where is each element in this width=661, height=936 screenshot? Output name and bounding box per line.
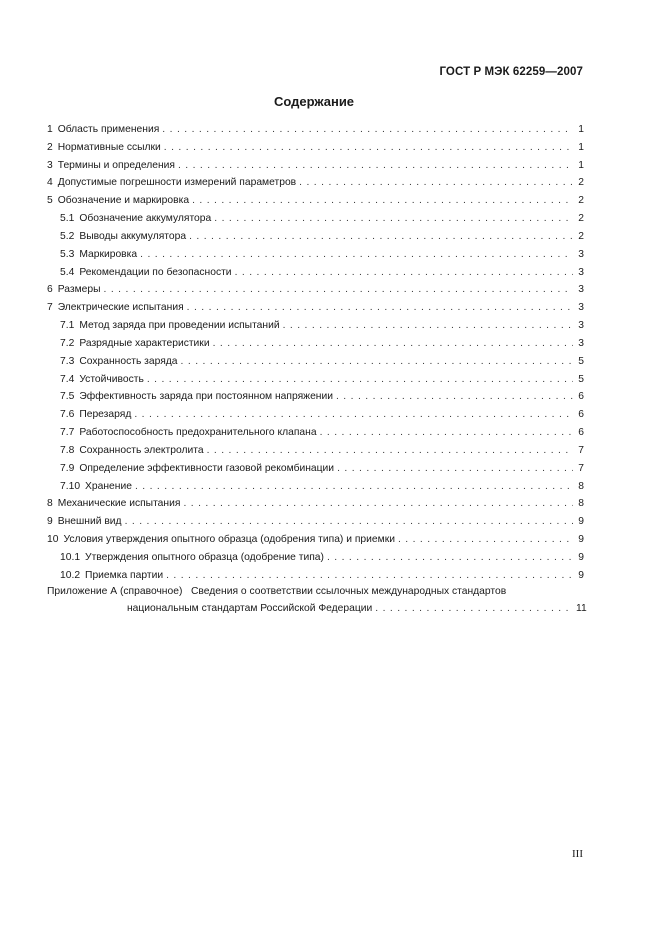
toc-entry-number: 10.2 — [60, 569, 81, 581]
toc-entry-number: 7.10 — [60, 480, 81, 492]
leader-dots — [135, 478, 573, 496]
toc-entry-number: 5.2 — [60, 230, 75, 242]
leader-dots — [104, 281, 573, 299]
annex-title-line1: Сведения о соответствии ссылочных международных стандартов — [190, 586, 507, 597]
leader-dots — [187, 299, 573, 317]
toc-entry-page: 3 — [578, 284, 584, 296]
toc-entry[interactable] — [47, 567, 584, 585]
toc-entry-page: 9 — [578, 516, 584, 528]
leader-dots — [207, 442, 573, 460]
toc-entry-title: Электрические испытания — [57, 302, 184, 314]
toc-entry[interactable] — [47, 139, 584, 157]
standard-designation: ГОСТ Р МЭК 62259—2007 — [439, 66, 583, 78]
toc-entry-number: 3 — [47, 159, 53, 171]
toc-entry-title: Рекомендации по безопасности — [79, 266, 232, 278]
leader-dots — [398, 531, 573, 549]
toc-entry-title: Внешний вид — [57, 516, 122, 528]
toc-entry-page: 6 — [578, 391, 584, 403]
leader-dots — [125, 513, 573, 531]
toc-entry[interactable] — [47, 424, 584, 442]
toc-entry-number: 7.2 — [60, 337, 75, 349]
toc-entry-number: 2 — [47, 141, 53, 153]
toc-entry-number: 7.1 — [60, 320, 75, 332]
toc-entry[interactable] — [47, 371, 584, 389]
toc-entry-title: Область применения — [57, 124, 160, 135]
toc-entry-title: Хранение — [85, 480, 132, 492]
leader-dots — [320, 424, 573, 442]
toc-entry-page: 9 — [578, 569, 584, 581]
toc-entry-page: 9 — [578, 551, 584, 563]
toc-entry-page: 3 — [578, 248, 584, 260]
toc-entry-title: Утверждения опытного образца (одобрение типа) — [85, 551, 324, 563]
toc-entry[interactable] — [47, 478, 584, 496]
toc-entry-title: Разрядные характеристики — [79, 337, 210, 349]
toc-entry-title: Термины и определения — [57, 159, 175, 171]
toc-entry-number: 7 — [47, 302, 53, 314]
toc-entry-number: 5.4 — [60, 266, 75, 278]
toc-entry-page: 3 — [578, 266, 584, 278]
toc-entry-title: Эффективность заряда при постоянном напряжении — [79, 391, 333, 403]
toc-entry-title: Условия утверждения опытного образца (одобрения типа) и приемки — [63, 534, 395, 546]
leader-dots — [213, 335, 573, 353]
toc-entry-number: 5 — [47, 195, 53, 207]
toc-entry-page: 6 — [578, 427, 584, 439]
toc-annex-entry[interactable] — [47, 583, 587, 617]
toc-entry-page: 5 — [578, 373, 584, 385]
toc-entry[interactable] — [47, 121, 584, 139]
toc-entry[interactable] — [47, 317, 584, 335]
toc-entry[interactable] — [47, 353, 584, 371]
toc-entry-title: Метод заряда при проведении испытаний — [79, 320, 280, 332]
toc-entry-number: 7.9 — [60, 462, 75, 474]
toc-entry[interactable] — [47, 299, 584, 317]
toc-entry-page: 9 — [578, 534, 584, 546]
toc-entry-number: 8 — [47, 498, 53, 510]
toc-entry-page: 1 — [578, 124, 584, 135]
toc-entry-title: Приемка партии — [85, 569, 164, 581]
toc-entry[interactable] — [47, 157, 584, 175]
toc-entry-title: Маркировка — [79, 248, 138, 260]
leader-dots — [214, 210, 573, 228]
toc-entry-number: 1 — [47, 124, 53, 135]
annex-first-line — [47, 583, 584, 600]
toc-entry[interactable] — [47, 549, 584, 567]
toc-entry-number: 7.5 — [60, 391, 75, 403]
toc-entry-number: 7.4 — [60, 373, 75, 385]
leader-dots — [375, 600, 573, 617]
toc-entry-page: 7 — [578, 462, 584, 474]
toc-entry-title: Перезаряд — [79, 409, 132, 421]
toc-entry-number: 5.3 — [60, 248, 75, 260]
annex-label: Приложение А (справочное) — [47, 586, 183, 597]
leader-dots — [299, 174, 573, 192]
toc-entry-page: 2 — [578, 230, 584, 242]
toc-entry-page: 2 — [578, 213, 584, 225]
toc-entry[interactable] — [47, 406, 584, 424]
toc-entry-page: 1 — [578, 159, 584, 171]
toc-entry-title: Устойчивость — [79, 373, 144, 385]
leader-dots — [134, 406, 573, 424]
toc-entry[interactable] — [47, 228, 584, 246]
toc-entry-number: 4 — [47, 177, 53, 189]
toc-entry-title: Работоспособность предохранительного клапана — [79, 427, 317, 439]
leader-dots — [183, 495, 573, 513]
leader-dots — [140, 246, 573, 264]
toc-entry[interactable] — [47, 460, 584, 478]
toc-entry-page: 3 — [578, 320, 584, 332]
leader-dots — [166, 567, 573, 585]
toc-entry-number: 7.7 — [60, 427, 75, 439]
toc-entry[interactable] — [47, 192, 584, 210]
leader-dots — [336, 388, 573, 406]
annex-second-line — [47, 600, 587, 617]
toc-entry-title: Допустимые погрешности измерений параметров — [57, 177, 297, 189]
leader-dots — [181, 353, 573, 371]
toc-entry-title: Обозначение и маркировка — [57, 195, 190, 207]
toc-entry[interactable] — [47, 335, 584, 353]
leader-dots — [189, 228, 573, 246]
toc-entry-page: 7 — [578, 444, 584, 456]
toc-entry-page: 5 — [578, 355, 584, 367]
toc-entry-number: 10 — [47, 534, 59, 546]
toc-entry[interactable] — [47, 281, 584, 299]
toc-entry-title: Сохранность электролита — [79, 444, 204, 456]
toc-entry[interactable] — [47, 495, 584, 513]
toc-entry[interactable] — [47, 513, 584, 531]
toc-entry-title: Нормативные ссылки — [57, 141, 161, 153]
toc-title: Содержание — [273, 94, 355, 109]
toc-entry-number: 5.1 — [60, 213, 75, 225]
leader-dots — [147, 371, 573, 389]
table-of-contents — [47, 121, 584, 585]
toc-entry-title: Механические испытания — [57, 498, 181, 510]
leader-dots — [192, 192, 573, 210]
toc-entry-title: Определение эффективности газовой рекомбинации — [79, 462, 335, 474]
leader-dots — [162, 121, 573, 139]
toc-entry[interactable] — [47, 531, 584, 549]
leader-dots — [235, 264, 573, 282]
toc-entry-number: 7.8 — [60, 444, 75, 456]
leader-dots — [337, 460, 573, 478]
toc-entry-page: 2 — [578, 177, 584, 189]
toc-entry-number: 6 — [47, 284, 53, 296]
leader-dots — [283, 317, 573, 335]
toc-entry[interactable] — [47, 388, 584, 406]
toc-entry-page: 8 — [578, 480, 584, 492]
toc-entry-number: 7.3 — [60, 355, 75, 367]
annex-page: 11 — [576, 603, 587, 614]
toc-entry-page: 3 — [578, 302, 584, 314]
toc-entry-page: 6 — [578, 409, 584, 421]
toc-entry-page: 2 — [578, 195, 584, 207]
toc-entry-title: Размеры — [57, 284, 101, 296]
toc-entry-number: 9 — [47, 516, 53, 528]
toc-entry-title: Обозначение аккумулятора — [79, 213, 212, 225]
toc-entry-page: 3 — [578, 337, 584, 349]
toc-entry[interactable] — [47, 246, 584, 264]
toc-entry[interactable] — [47, 174, 584, 192]
annex-title-line2: национальным стандартам Российской Федерации — [127, 603, 373, 614]
toc-entry-number: 10.1 — [60, 551, 81, 563]
leader-dots — [164, 139, 573, 157]
page-number: III — [572, 848, 583, 860]
toc-entry-number: 7.6 — [60, 409, 75, 421]
toc-entry[interactable] — [47, 210, 584, 228]
toc-entry-title: Сохранность заряда — [79, 355, 178, 367]
leader-dots — [178, 157, 573, 175]
toc-entry[interactable] — [47, 264, 584, 282]
toc-entry-page: 8 — [578, 498, 584, 510]
leader-dots — [327, 549, 573, 567]
toc-entry[interactable] — [47, 442, 584, 460]
toc-entry-page: 1 — [578, 141, 584, 153]
toc-entry-title: Выводы аккумулятора — [79, 230, 187, 242]
